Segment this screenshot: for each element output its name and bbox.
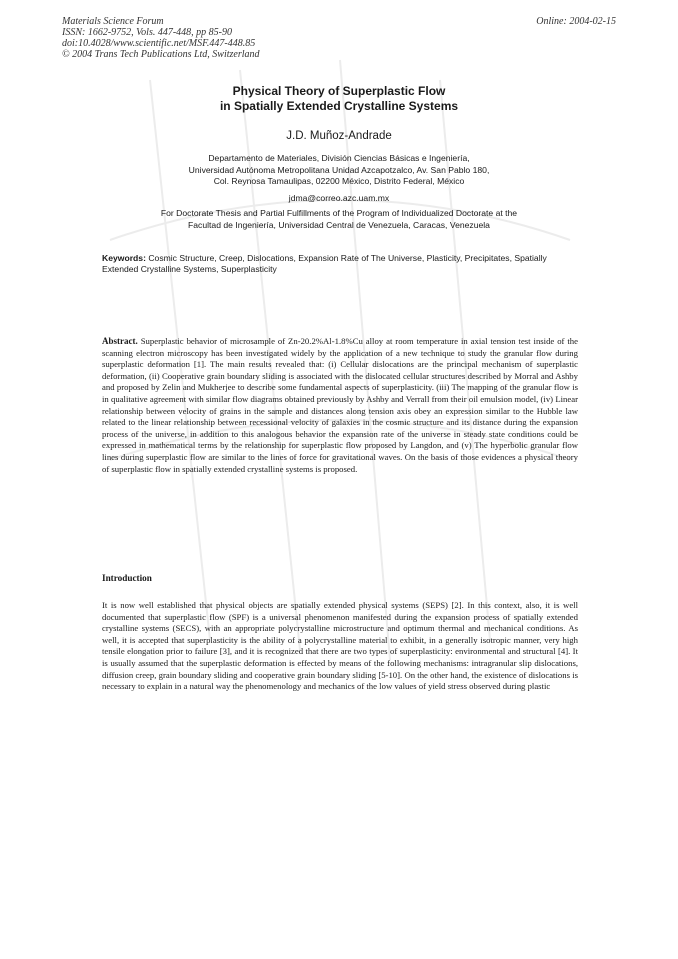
keywords-label: Keywords:: [102, 253, 146, 263]
affiliation-line: Departamento de Materiales, División Ciencias Básicas e Ingeniería,: [208, 153, 470, 163]
abstract-label: Abstract.: [102, 336, 138, 346]
doctorate-line: For Doctorate Thesis and Partial Fulfillments of the Program of Individualized Doctorate at the: [160, 208, 518, 218]
title-line: Physical Theory of Superplastic Flow: [232, 84, 446, 98]
doi-line: doi:10.4028/www.scientific.net/MSF.447-448.85: [62, 38, 256, 49]
journal-header: [62, 16, 260, 60]
issn-line: ISSN: 1662-9752, Vols. 447-448, pp 85-90: [62, 27, 232, 38]
doctorate-note: [0, 208, 678, 231]
title-line: in Spatially Extended Crystalline Systems: [219, 99, 459, 113]
introduction-paragraph: It is now well established that physical objects are spatially extended physical systems (SEPS) [2]. In this context, also, it is well documented that superplastic flow (SPF) is a universal phenomenon manifested during the expansion process of spatially extended crystalline systems (SECS), with an appropriate polycrystalline microstructure and optimum thermal and mechanical conditions. As well, it is accepted that superplasticity is the ability of a polycrystalline material to exhibit, in a generally isotropic manner, very high tensile elongation prior to failure [3], and it is recognized that there are two types of superplasticity: environmental and structural [4]. It is usually assumed that the superplastic deformation is effected by means of the following mechanisms: intragranular slip dislocations, diffusion creep, grain boundary sliding and cooperative grain boundary sliding [5-10]. On the other hand, the existence of dislocations is necessary to explain in a natural way the phenomenology and mechanics of the low values of yield stress observed during plastic: [102, 600, 578, 692]
author-name: J.D. Muñoz-Andrade: [286, 130, 392, 142]
keywords-text: Cosmic Structure, Creep, Dislocations, Expansion Rate of The Universe, Plasticity, Precipitates, Spatially Extended Crystalline Systems, Superplasticity: [102, 253, 547, 274]
online-date: Online: 2004-02-15: [536, 16, 616, 27]
author-email: jdma@correo.azc.uam.mx: [288, 193, 390, 203]
doctorate-line: Facultad de Ingeniería, Universidad Central de Venezuela, Caracas, Venezuela: [188, 219, 490, 230]
abstract-text: Superplastic behavior of microsample of Zn-20.2%Al-1.8%Cu alloy at room temperature in axial tension test inside of the scanning electron microscopy has been investigated widely by the application of a new technique to study the granular flow during superplastic deformation [1]. The main results revealed that: (i) Cellular dislocations are the principal mechanism of superplastic deformation, (ii) Cooperative grain boundary sliding is associated with the dislocated cellular structures described by Morral and Ashby and proposed by Zelin and Mukherjee to describe some fundamental aspects of superplasticity. (iii) The mapping of the granular flow is in qualitative agreement with similar flow diagrams obtained previously by Ashby and Verrall from their oil emulsion model, (iv) Linear relationship between velocity of grains in the sample and distances along tension axis obey an expression similar to the Hubble law related to the linear relationship between recessional velocity of galaxies in the cosmic structure and its distance during the expansion process of the universe, in addition to this analogous behavior the expansion rate of the universe in steady state conditions could be expressed in mathematical terms by the relationship for superplastic flow proposed by Langdon, and (v) The hyperbolic granular flow lines during superplastic flow are similar to the lines of force for gravitational waves. On the basis of those evidences a physical theory of superplastic flow in spatially extended crystalline systems is proposed.: [102, 336, 579, 474]
paper-title: [0, 84, 678, 114]
affiliation: [0, 153, 678, 188]
section-heading-introduction: Introduction: [102, 573, 152, 583]
journal-name: Materials Science Forum: [62, 16, 164, 27]
keywords-block: [102, 253, 578, 275]
copyright-line: © 2004 Trans Tech Publications Ltd, Switzerland: [62, 49, 260, 60]
abstract-block: [102, 336, 578, 475]
affiliation-line: Universidad Autónoma Metropolitana Unidad Azcapotzalco, Av. San Pablo 180,: [188, 164, 490, 175]
affiliation-line: Col. Reynosa Tamaulipas, 02200 México, Distrito Federal, México: [213, 176, 465, 186]
introduction-body: [102, 600, 578, 693]
